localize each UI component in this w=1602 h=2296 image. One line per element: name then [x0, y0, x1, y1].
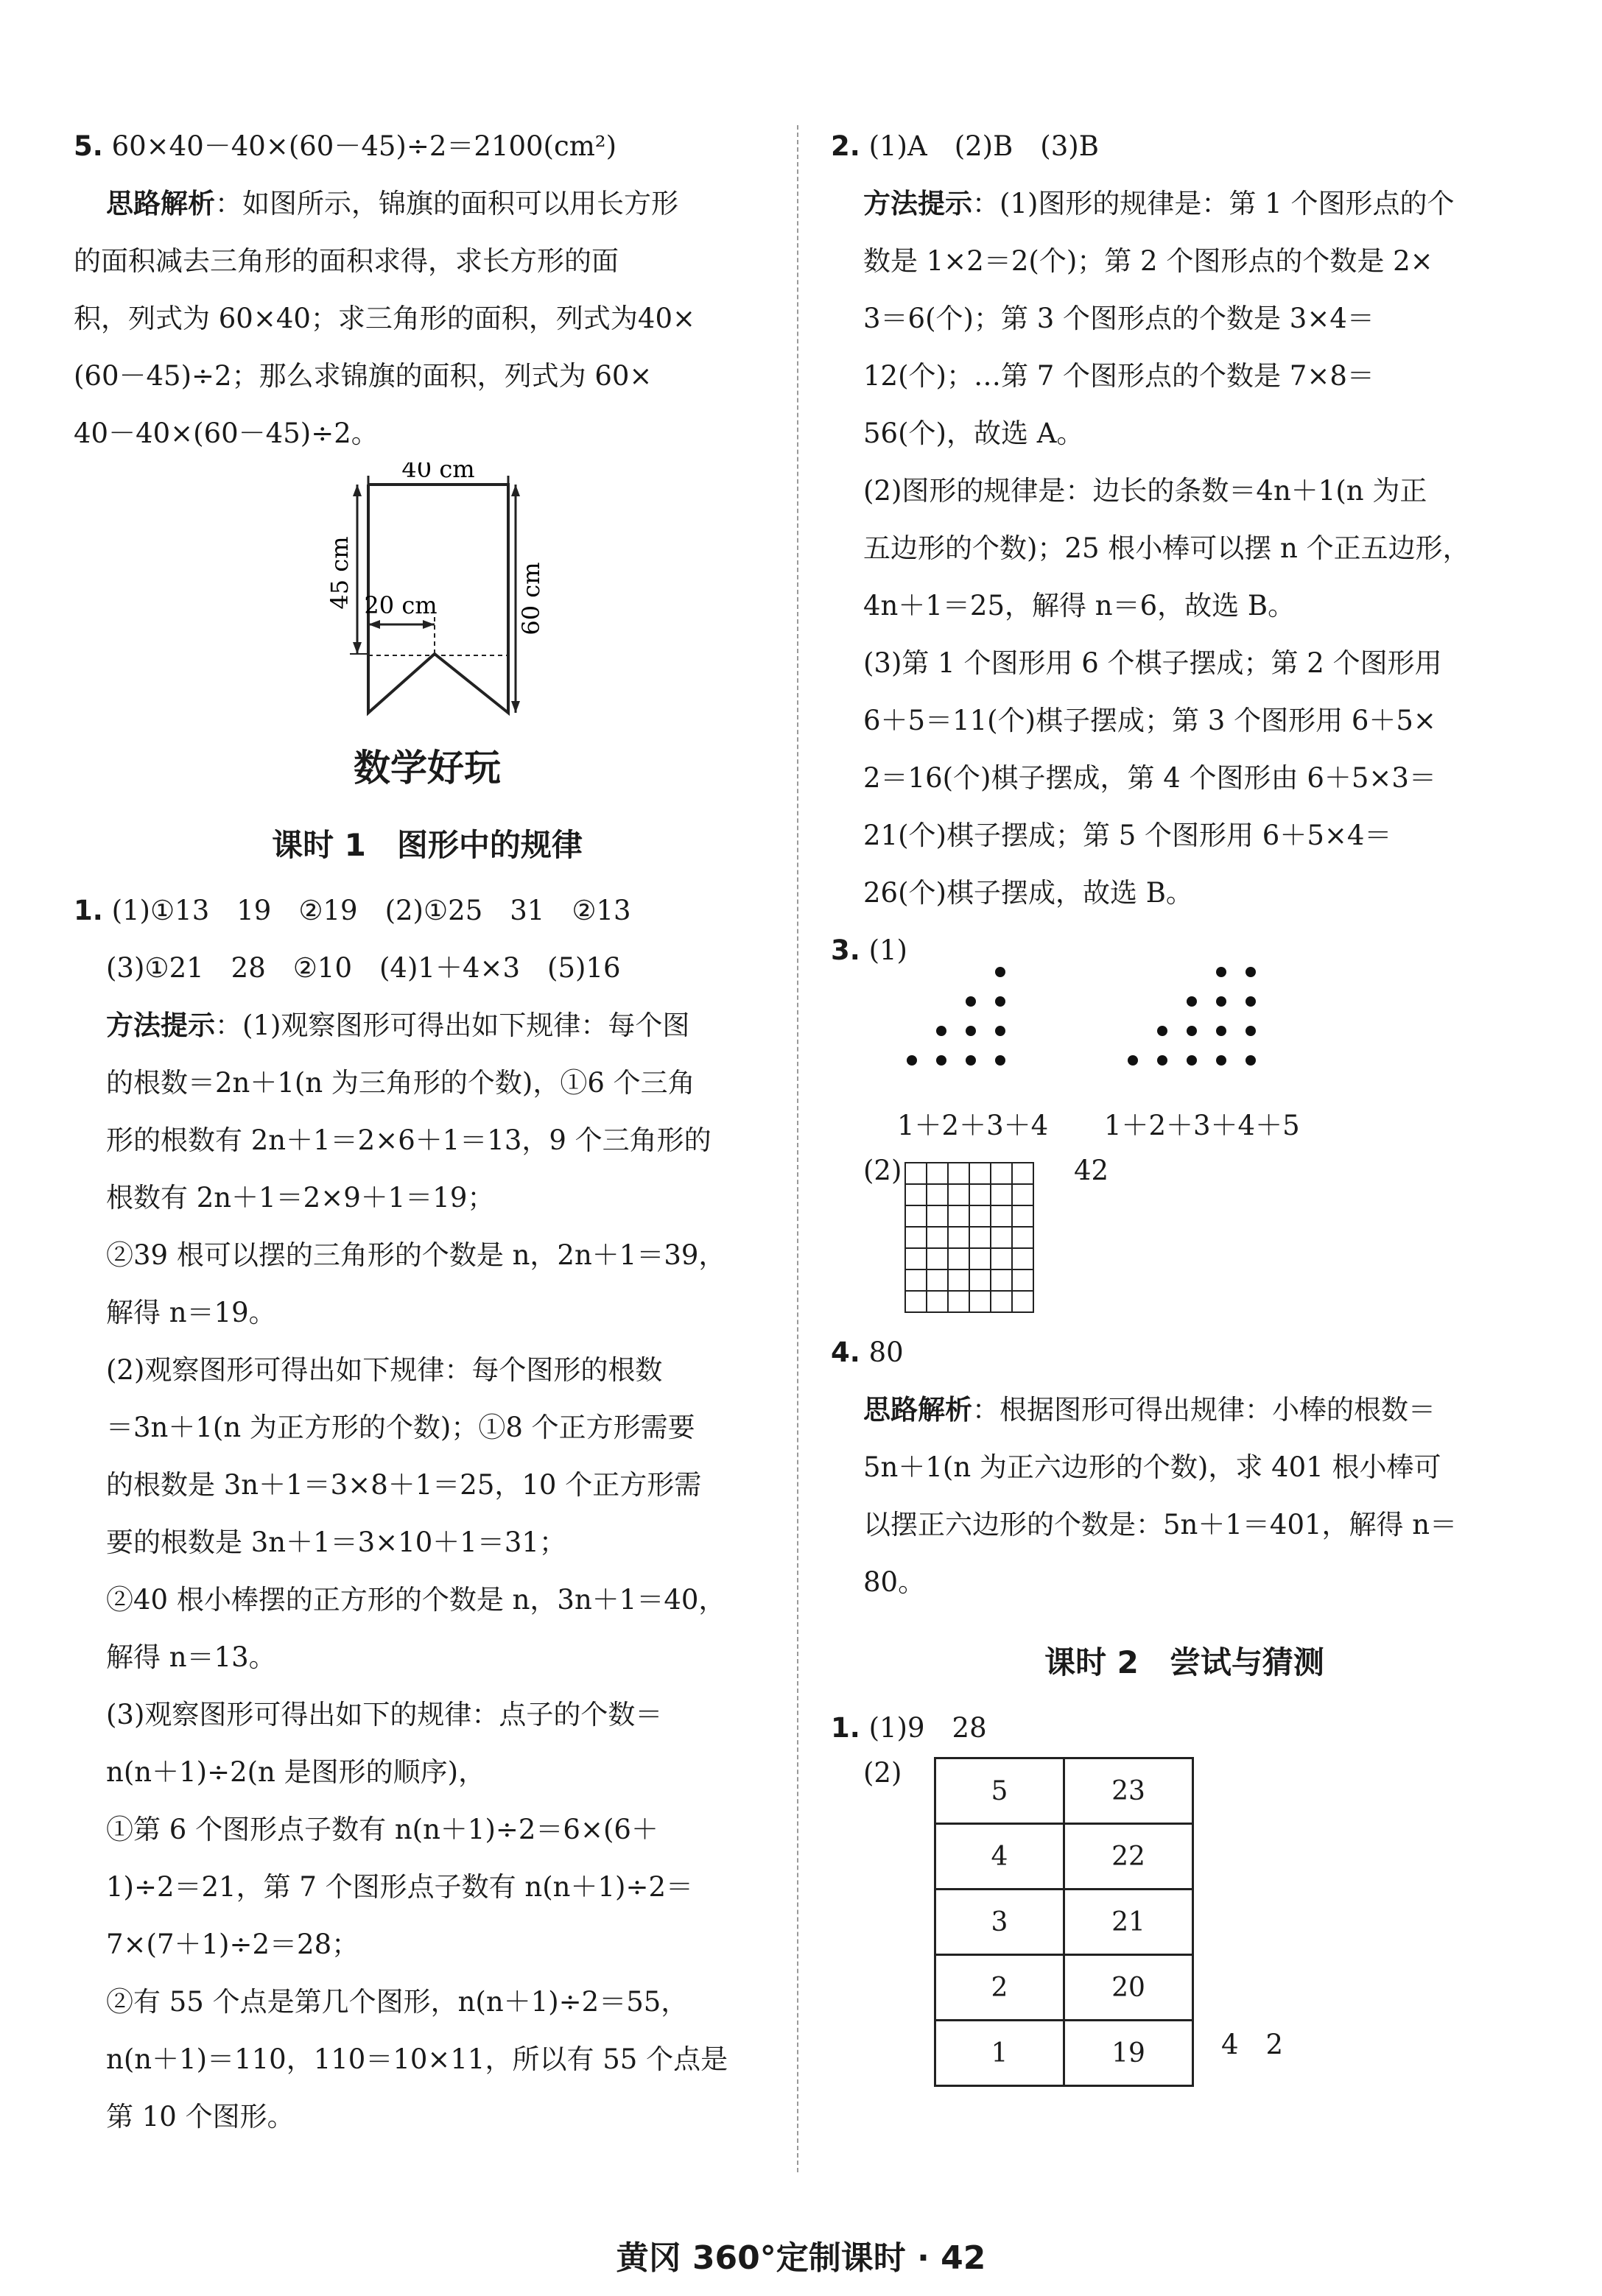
q2-answer-line: [831, 118, 1538, 175]
q5-line-4: 40－40×(60－45)÷2。: [74, 418, 379, 449]
right-dimension-label: 60 cm: [517, 562, 545, 635]
q1-line-2: 形的根数有 2n＋1＝2×6＋1＝13，9 个三角形的: [106, 1124, 712, 1156]
q1-line-17: ②有 55 个点是第几个图形，n(n＋1)÷2＝55，: [106, 1986, 689, 2018]
q4-answer: 80: [868, 1337, 904, 1368]
grid-figure: [831, 1155, 1538, 1324]
table-row: [935, 1824, 1193, 1890]
q5-line-3: (60－45)÷2；那么求锦旗的面积，列式为 60×: [74, 360, 653, 392]
solution-label: 思路解析: [106, 188, 215, 219]
method-label: 方法提示: [863, 188, 972, 219]
q1b-answer-line: [831, 1700, 1538, 1757]
q4-line-2: 以摆正六边形的个数是：5n＋1＝401，解得 n＝: [863, 1509, 1458, 1540]
q2-text: ：(1)图形的规律是：第 1 个图形点的个: [972, 188, 1455, 219]
q1-line-12: (3)观察图形可得出如下的规律：点子的个数＝: [106, 1699, 663, 1730]
left-dimension-label: 45 cm: [326, 536, 354, 610]
q1-line-8: 的根数是 3n＋1＝3×8＋1＝25，10 个正方形需: [106, 1469, 702, 1501]
column-divider: [797, 125, 798, 2172]
q2-line-7: 4n＋1＝25，解得 n＝6，故选 B。: [863, 590, 1296, 621]
solution-label: 思路解析: [863, 1394, 972, 1426]
q1-line-16: 7×(7＋1)÷2＝28；: [106, 1929, 359, 1960]
dot-labels: [831, 1097, 1538, 1155]
q1-line-5: 解得 n＝19。: [106, 1297, 276, 1328]
question-number: 1.: [74, 895, 103, 926]
table-row: [935, 2021, 1193, 2086]
section-title: 数学好玩: [354, 747, 501, 789]
q1b-answer: (1)9 28: [868, 1712, 987, 1744]
dot-label-a: 1＋2＋3＋4: [897, 1110, 1049, 1141]
table-row: [935, 1890, 1193, 1955]
table-side-answer: 4 2: [1221, 2029, 1284, 2060]
q1-line-18: n(n＋1)＝110，110＝10×11，所以有 55 个点是: [106, 2043, 728, 2075]
q5-line-2: 积，列式为 60×40；求三角形的面积，列式为40×: [74, 303, 696, 334]
question-number: 5.: [74, 130, 103, 162]
q2-line-12: 26(个)棋子摆成，故选 B。: [863, 877, 1193, 909]
q2-answer: (1)A (2)B (3)B: [868, 130, 1099, 162]
table-row: [935, 1758, 1193, 1824]
q5-line-1: 的面积减去三角形的面积求得，求长方形的面: [74, 245, 619, 277]
left-column: [74, 118, 781, 2146]
inner-dimension-label: 20 cm: [364, 591, 438, 619]
q2-line-1: 数是 1×2＝2(个)；第 2 个图形点的个数是 2×: [863, 245, 1433, 277]
q1-answer-1: (1)①13 19 ②19 (2)①25 31 ②13: [111, 895, 631, 926]
page-footer: 黄冈 360°定制课时 · 42: [616, 2239, 986, 2277]
question-number: 3.: [831, 934, 860, 966]
q1-line-4: ②39 根可以摆的三角形的个数是 n，2n＋1＝39，: [106, 1239, 726, 1271]
q1-line-14: ①第 6 个图形点子数有 n(n＋1)÷2＝6×(6＋: [106, 1814, 658, 1845]
answer-table-figure: [831, 1757, 1538, 2081]
question-number: 1.: [831, 1712, 860, 1744]
pennant-diagram: [74, 462, 781, 728]
dot-label-b: 1＋2＋3＋4＋5: [1103, 1110, 1300, 1141]
q2-line-6: 五边形的个数)；25 根小棒可以摆 n 个正五边形，: [863, 532, 1470, 564]
q2-line-5: (2)图形的规律是：边长的条数＝4n＋1(n 为正: [863, 475, 1427, 507]
q4-line-1: 5n＋1(n 为正六边形的个数)，求 401 根小棒可: [863, 1451, 1441, 1483]
table-cell: 4: [935, 1824, 1064, 1890]
q1-line-3: 根数有 2n＋1＝2×9＋1＝19；: [106, 1182, 495, 1214]
right-column: [831, 118, 1538, 2081]
table-cell: 22: [1064, 1824, 1193, 1890]
q2-line-10: 2＝16(个)棋子摆成，第 4 个图形由 6＋5×3＝: [863, 762, 1436, 794]
q1-line-15: 1)÷2＝21，第 7 个图形点子数有 n(n＋1)÷2＝: [106, 1871, 694, 1903]
q2-line-8: (3)第 1 个图形用 6 个棋子摆成；第 2 个图形用: [863, 647, 1442, 679]
q1-line-6: (2)观察图形可得出如下规律：每个图形的根数: [106, 1354, 663, 1386]
q1-line-13: n(n＋1)÷2(n 是图形的顺序)，: [106, 1756, 486, 1788]
answer-table: [934, 1757, 1194, 2087]
q1-line-7: ＝3n＋1(n 为正方形的个数)；①8 个正方形需要: [106, 1412, 695, 1443]
question-number: 2.: [831, 130, 860, 162]
q5-line-0: [74, 175, 781, 233]
q2-line-9: 6＋5＝11(个)棋子摆成；第 3 个图形用 6＋5×: [863, 705, 1436, 736]
q4-line-3: 80。: [863, 1566, 926, 1598]
q1-line-11: 解得 n＝13。: [106, 1641, 276, 1673]
table-cell: 3: [935, 1890, 1064, 1955]
q1-line-19: 第 10 个图形。: [106, 2101, 295, 2133]
q4-line-0: [831, 1381, 1538, 1439]
q5-answer-line: [74, 118, 781, 175]
table-cell: 1: [935, 2021, 1064, 2086]
table-cell: 2: [935, 1955, 1064, 2021]
q1-line-9: 要的根数是 3n＋1＝3×10＋1＝31；: [106, 1526, 566, 1558]
q2-line-2: 3＝6(个)；第 3 个图形点的个数是 3×4＝: [863, 303, 1374, 334]
table-cell: 20: [1064, 1955, 1193, 2021]
q4-answer-line: [831, 1324, 1538, 1381]
lesson-1-title: 课时 1 图形中的规律: [272, 827, 583, 863]
q3-part1: (1): [868, 934, 907, 966]
q3-part2: (2): [863, 1155, 902, 1186]
q1-line-10: ②40 根小棒摆的正方形的个数是 n，3n＋1＝40，: [106, 1584, 726, 1616]
q5-answer: 60×40－40×(60－45)÷2＝2100(cm²): [111, 130, 617, 162]
q1-text: ：(1)观察图形可得出如下规律：每个图: [215, 1010, 690, 1041]
table-cell: 5: [935, 1758, 1064, 1824]
table-cell: 23: [1064, 1758, 1193, 1824]
top-dimension-label: 40 cm: [401, 462, 475, 483]
q4-text: ：根据图形可得出规律：小棒的根数＝: [972, 1394, 1436, 1426]
dot-triangles: [831, 950, 1538, 1097]
table-cell: 21: [1064, 1890, 1193, 1955]
q2-line-4: 56(个)，故选 A。: [863, 418, 1084, 449]
q1-line-0: [74, 997, 781, 1054]
grid-answer: 42: [1074, 1155, 1109, 1186]
q2-line-0: [831, 175, 1538, 233]
q1b-part2: (2): [863, 1757, 902, 1789]
dot-patterns: [831, 950, 1538, 1097]
q2-line-11: 21(个)棋子摆成；第 5 个图形用 6＋5×4＝: [863, 820, 1392, 851]
table-row: [935, 1955, 1193, 2021]
q1-line-1: 的根数＝2n＋1(n 为三角形的个数)，①6 个三角: [106, 1067, 695, 1099]
grid-6x7: [904, 1162, 1037, 1317]
table-cell: 19: [1064, 2021, 1193, 2086]
method-label: 方法提示: [106, 1010, 215, 1041]
q1-answer-line-2: (3)①21 28 ②10 (4)1＋4×3 (5)16: [106, 952, 621, 984]
question-number: 4.: [831, 1337, 860, 1368]
q1-answer-line-1: [74, 882, 781, 940]
pennant-figure: [74, 462, 781, 728]
lesson-2-title: 课时 2 尝试与猜测: [1044, 1644, 1324, 1680]
q2-line-3: 12(个)；…第 7 个图形点的个数是 7×8＝: [863, 360, 1374, 392]
q5-text: ：如图所示，锦旗的面积可以用长方形: [215, 188, 678, 219]
